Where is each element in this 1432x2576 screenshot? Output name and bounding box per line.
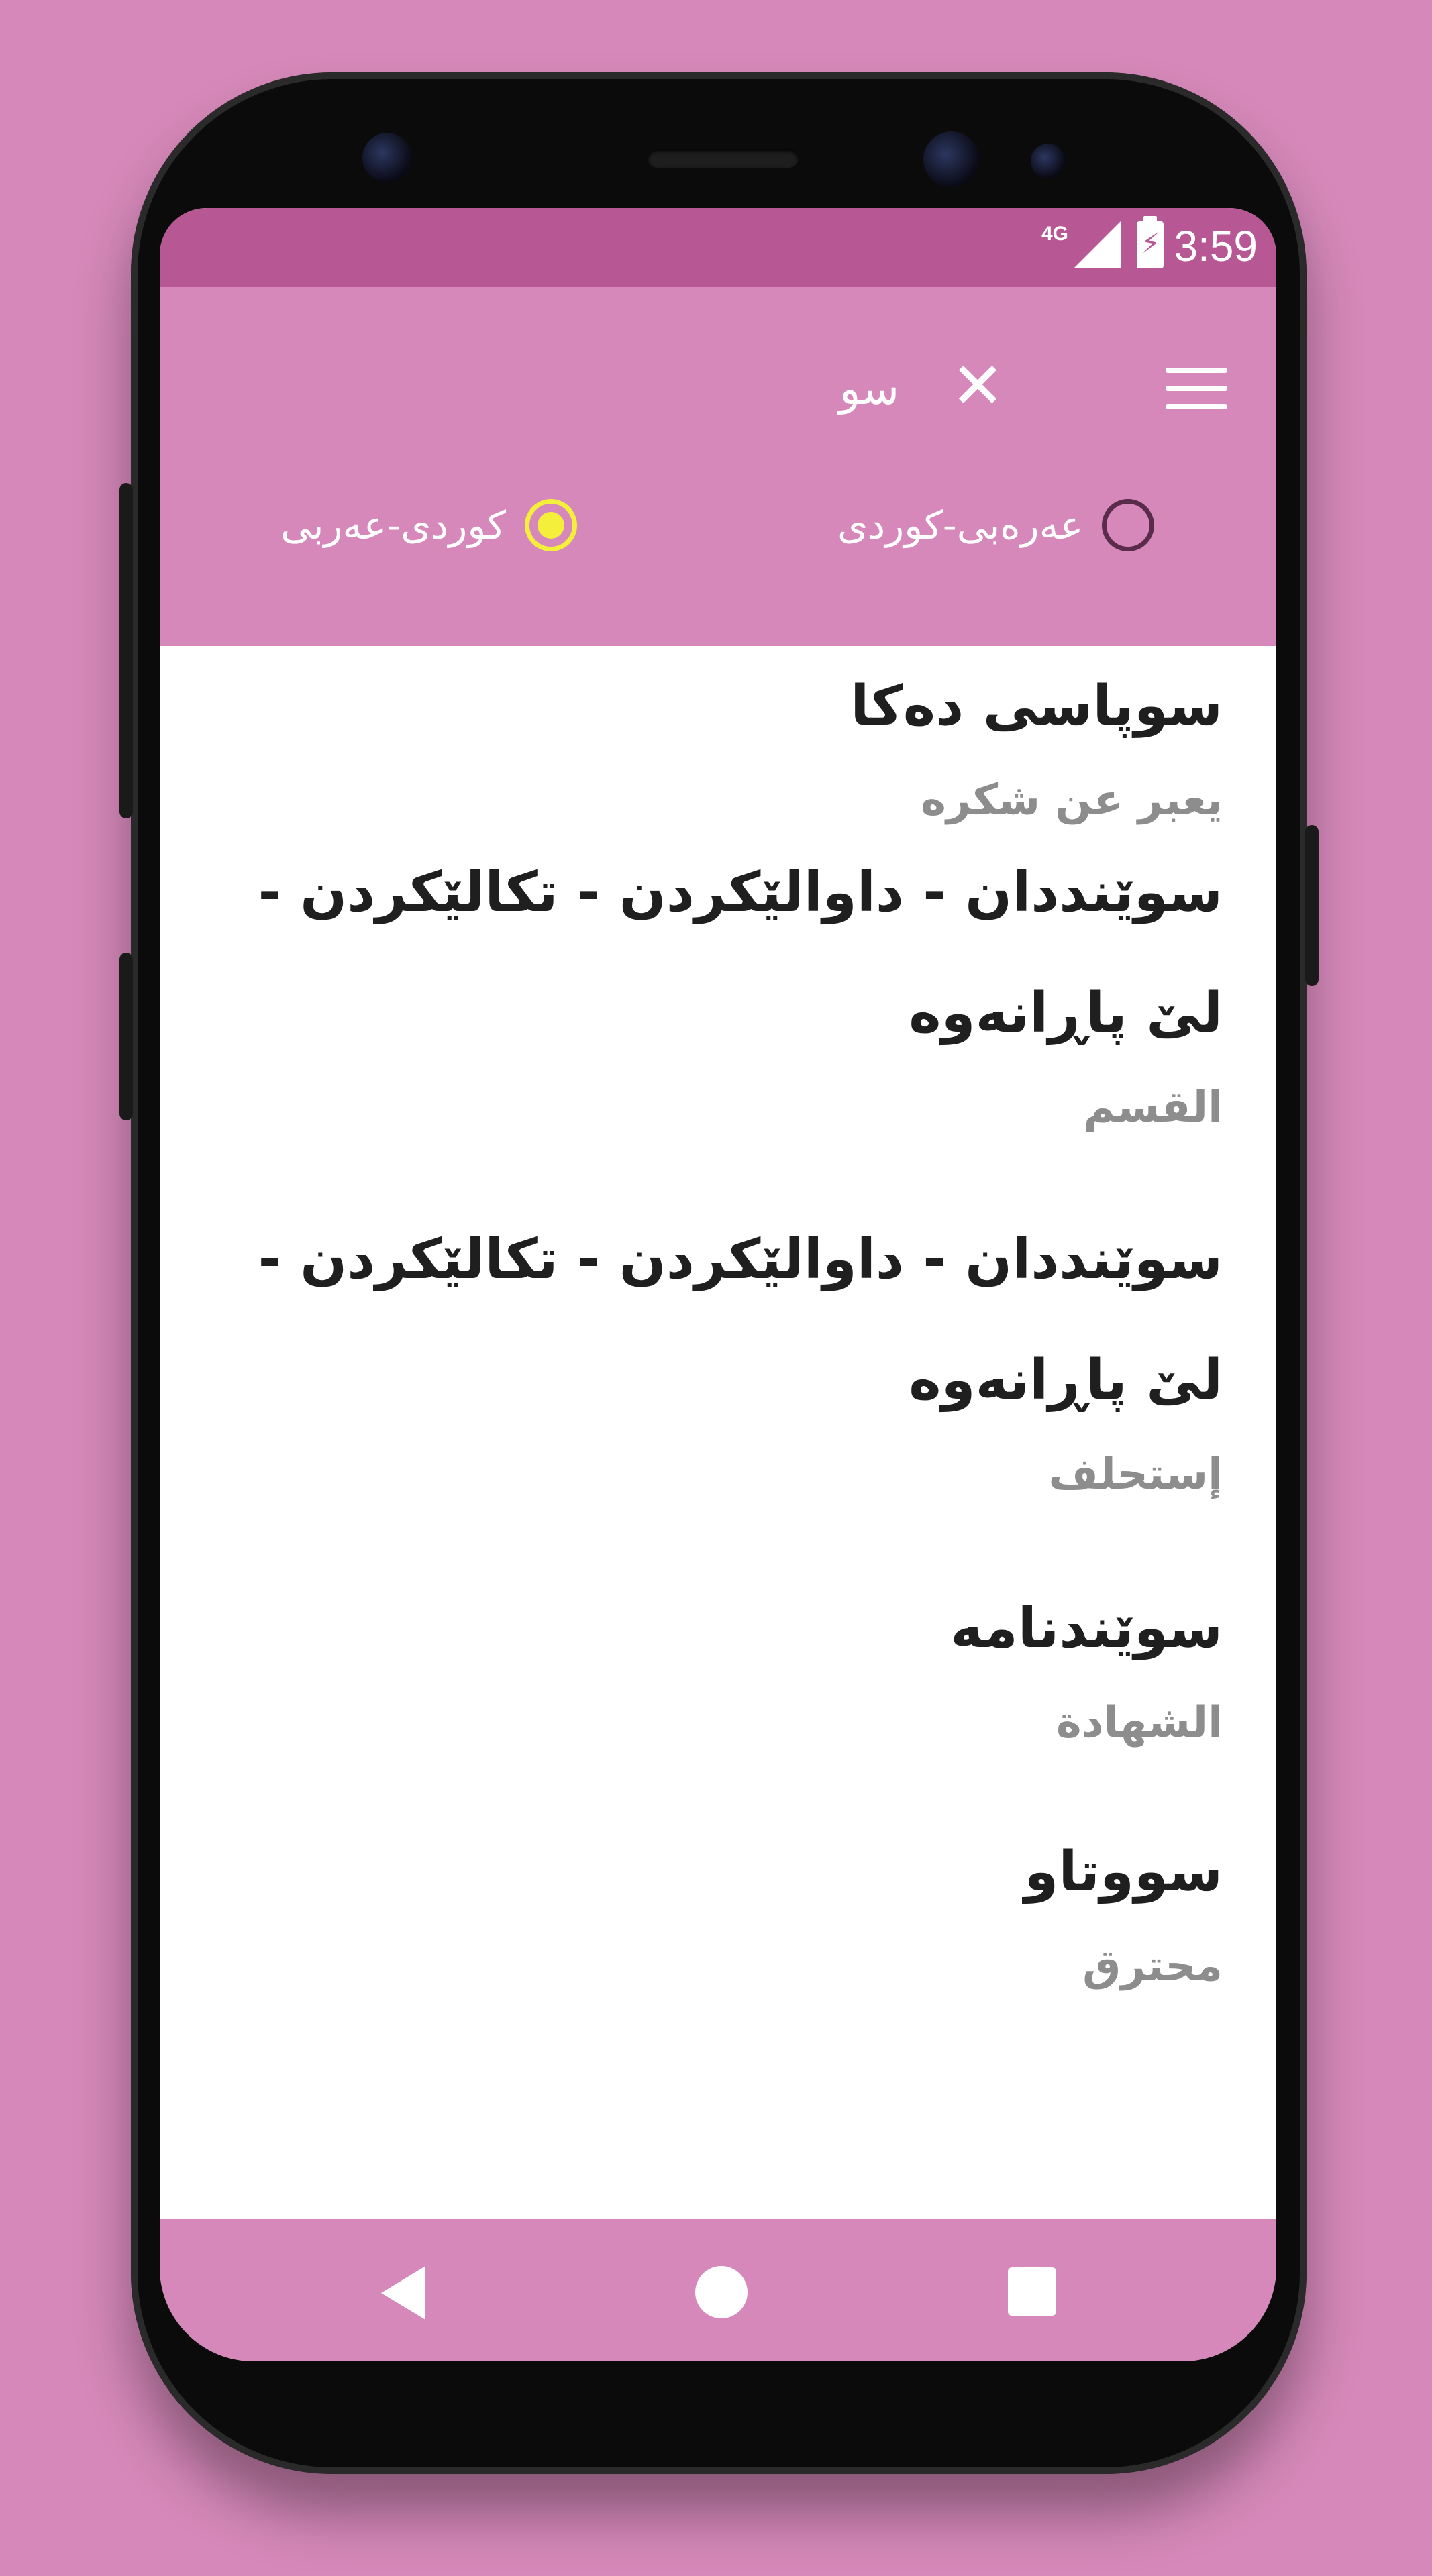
- phone-front-camera: [362, 133, 412, 182]
- entry-translation: يعبر عن شكره: [921, 775, 1223, 825]
- close-icon[interactable]: ✕: [950, 348, 1005, 423]
- list-item[interactable]: [216, 1199, 1223, 1508]
- radio-kurdish-arabic[interactable]: [280, 492, 577, 559]
- entry-word: سوپاسی دەکا: [850, 674, 1223, 738]
- radio-arabic-kurdish[interactable]: [837, 492, 1154, 559]
- app-screen: [160, 208, 1276, 2361]
- list-item[interactable]: [216, 1568, 1223, 1756]
- entry-word: سوێندنامە: [950, 1597, 1223, 1660]
- phone-sensor: [1031, 144, 1066, 178]
- app-bar: [160, 287, 1276, 646]
- phone-side-button: [119, 953, 133, 1120]
- entry-word: سوێنددان - داوالێکردن - تکالێکردن - لێ پاڕانەوە: [258, 861, 1223, 1045]
- home-circle-icon[interactable]: [695, 2266, 748, 2318]
- list-item[interactable]: [216, 1812, 1223, 2000]
- entry-word: سووتاو: [1024, 1840, 1223, 1904]
- entry-translation: القسم: [1083, 1083, 1223, 1132]
- results-list[interactable]: [160, 646, 1276, 2219]
- radio-label: عەرەبی-کوردی: [837, 502, 1084, 548]
- battery-charging-icon: ⚡: [1137, 221, 1164, 268]
- phone-power-button: [1305, 825, 1319, 986]
- list-item[interactable]: [216, 833, 1223, 1141]
- radio-label: کوردی-عەربی: [280, 502, 506, 548]
- entry-word: سوێنددان - داوالێکردن - تکالێکردن - لێ پاڕانەوە: [258, 1228, 1223, 1412]
- list-item[interactable]: [216, 646, 1223, 834]
- entry-translation: محترق: [1082, 1941, 1223, 1991]
- status-time: 3:59: [1174, 222, 1258, 270]
- recents-square-icon[interactable]: [1008, 2267, 1056, 2316]
- phone-side-button: [119, 483, 133, 818]
- entry-translation: الشهادة: [1056, 1698, 1223, 1748]
- entry-translation: إستحلف: [1048, 1450, 1223, 1499]
- radio-selected-icon[interactable]: [525, 499, 577, 551]
- navigation-bar: [160, 2219, 1276, 2361]
- status-bar: [160, 208, 1276, 287]
- signal-icon: [1074, 221, 1121, 268]
- radio-unselected-icon[interactable]: [1102, 499, 1154, 551]
- phone-sensor: [923, 131, 980, 188]
- network-type: 4G: [1041, 223, 1068, 245]
- search-input[interactable]: [462, 347, 901, 429]
- hamburger-menu-icon[interactable]: [1166, 368, 1227, 409]
- phone-speaker: [648, 149, 799, 168]
- back-triangle-icon[interactable]: [381, 2266, 425, 2320]
